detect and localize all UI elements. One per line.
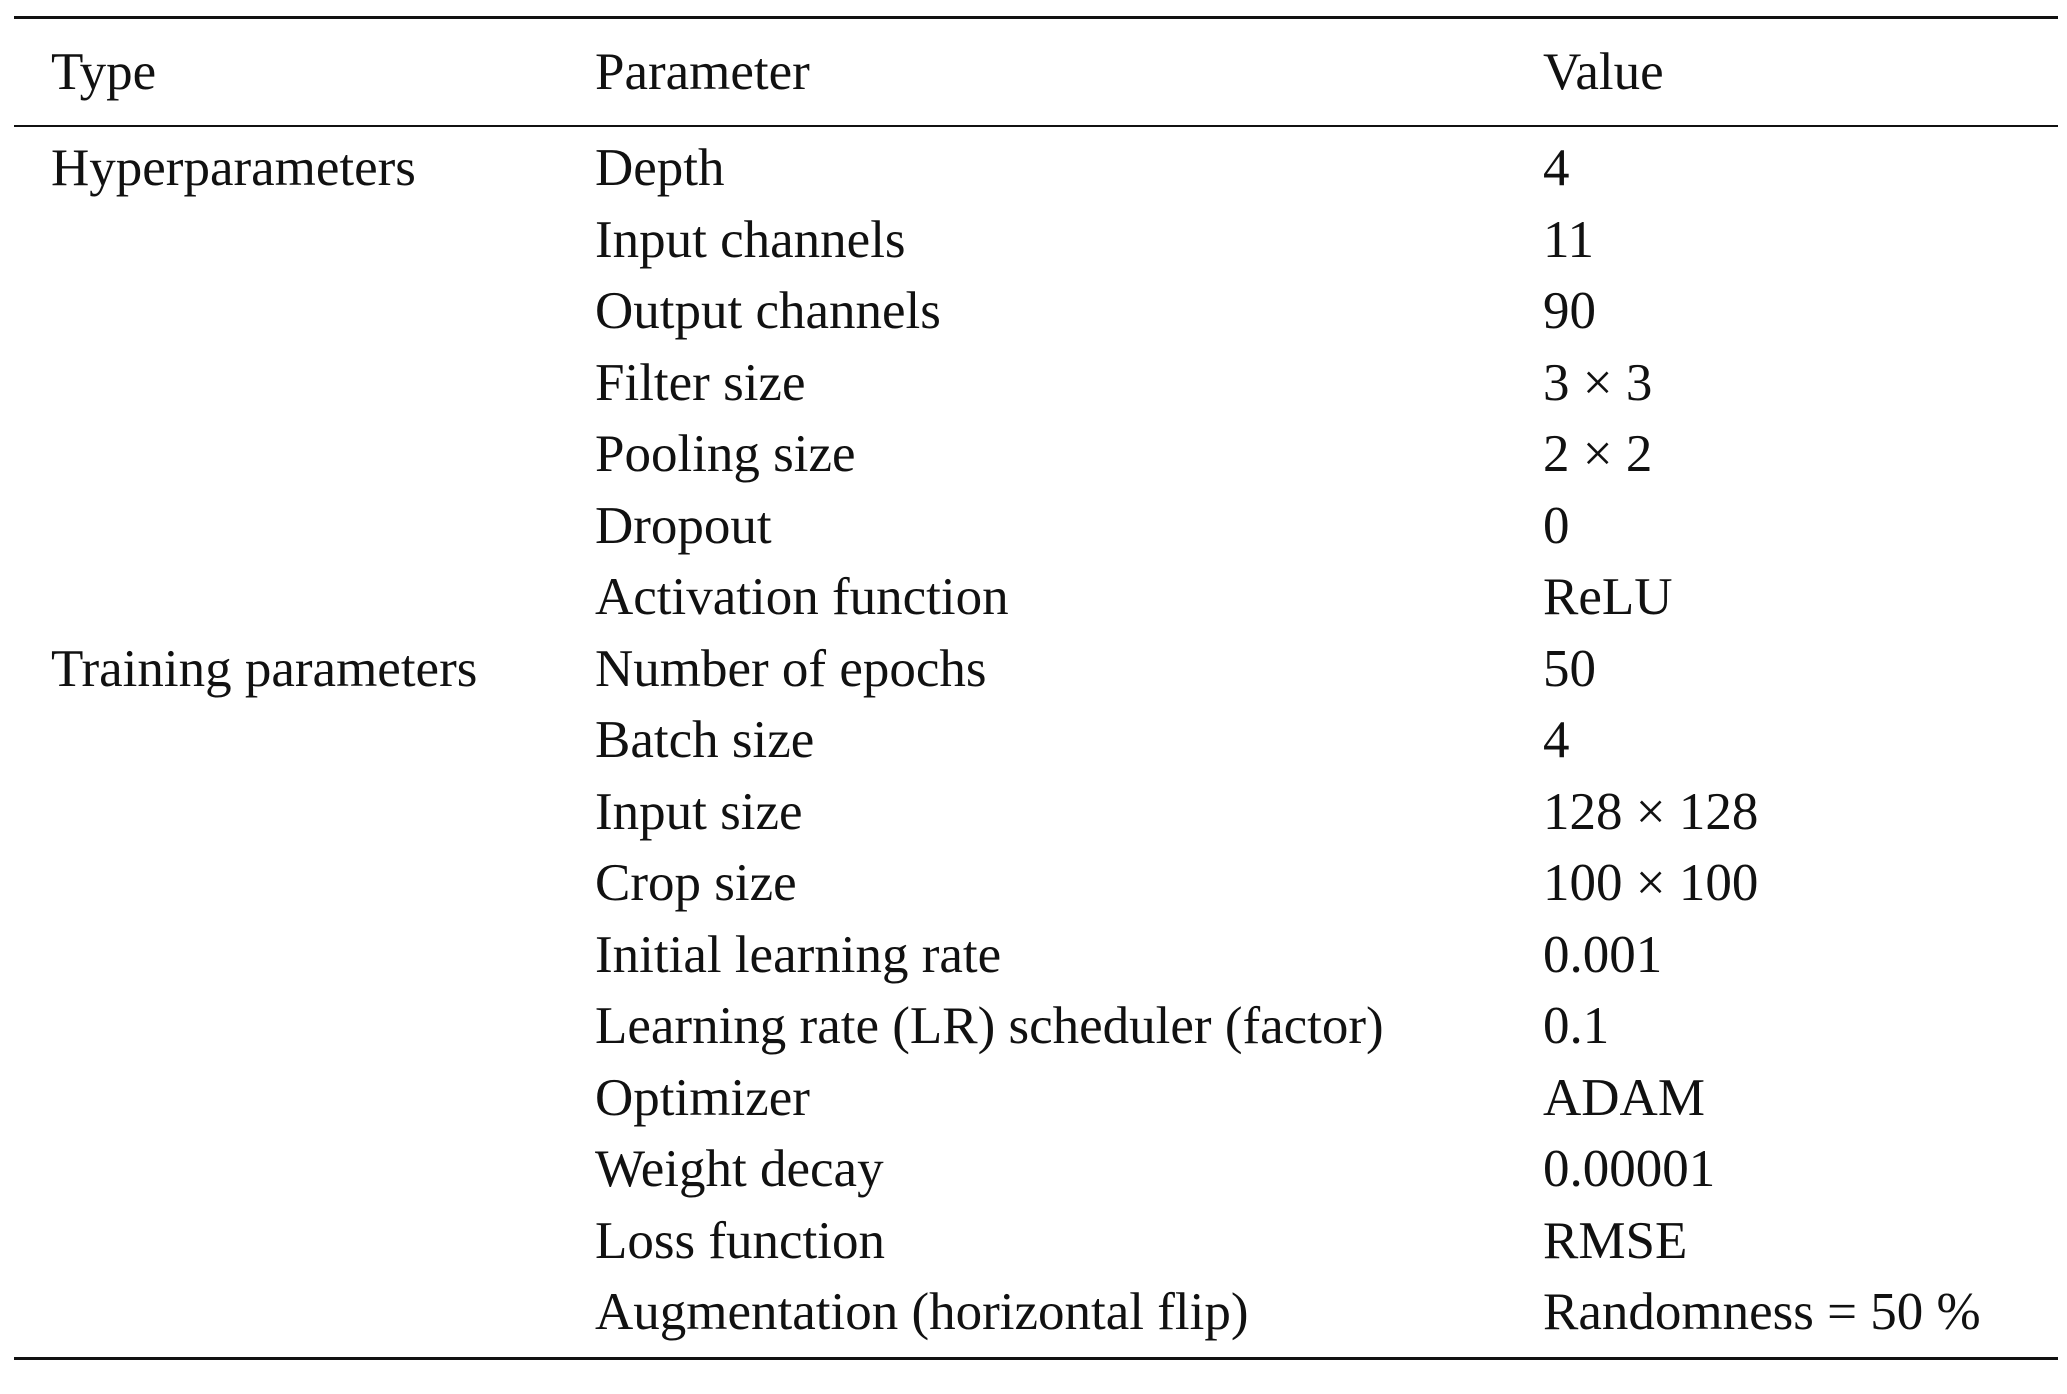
- bottom-rule: [14, 1357, 2058, 1360]
- value-cell: 3 × 3: [1543, 353, 1653, 412]
- type-cell: Training parameters: [51, 639, 478, 698]
- table-row: [14, 491, 2058, 563]
- table-row: [14, 1134, 2058, 1206]
- table-row: [14, 276, 2058, 348]
- table-row: [14, 1063, 2058, 1135]
- parameter-cell: Input size: [595, 782, 803, 841]
- table-row: [14, 705, 2058, 777]
- parameter-cell: Filter size: [595, 353, 806, 412]
- parameter-table: [14, 16, 2058, 1360]
- table-row: [14, 562, 2058, 634]
- value-cell: Randomness = 50 %: [1543, 1283, 1981, 1341]
- value-cell: ReLU: [1543, 568, 1673, 626]
- parameter-cell: Optimizer: [595, 1068, 810, 1127]
- value-cell: 90: [1543, 282, 1596, 340]
- value-cell: 0.001: [1543, 925, 1663, 984]
- parameter-cell: Loss function: [595, 1211, 885, 1270]
- parameter-cell: Initial learning rate: [595, 925, 1002, 984]
- table-row: [14, 1277, 2058, 1349]
- table-row: [14, 1206, 2058, 1278]
- parameter-cell: Activation function: [595, 568, 1009, 626]
- table-row: [14, 348, 2058, 420]
- table-row: [14, 920, 2058, 992]
- value-cell: ADAM: [1543, 1068, 1705, 1127]
- value-cell: 0: [1543, 496, 1570, 555]
- parameter-cell: Depth: [595, 139, 725, 197]
- value-cell: 0.1: [1543, 997, 1610, 1055]
- type-cell: Hyperparameters: [51, 139, 416, 197]
- parameter-cell: Crop size: [595, 854, 797, 912]
- table-row: [14, 634, 2058, 706]
- table-row: [14, 777, 2058, 849]
- value-cell: 4: [1543, 139, 1570, 197]
- table-row: [14, 205, 2058, 277]
- parameter-cell: Pooling size: [595, 425, 856, 483]
- table-row: [14, 419, 2058, 491]
- table-body: [14, 127, 2058, 1357]
- parameter-cell: Input channels: [595, 210, 906, 269]
- parameter-cell: Augmentation (horizontal flip): [595, 1283, 1249, 1341]
- value-cell: 4: [1543, 711, 1570, 769]
- header-row: [14, 19, 2058, 125]
- value-cell: 0.00001: [1543, 1140, 1716, 1198]
- value-cell: 128 × 128: [1543, 782, 1759, 841]
- parameter-cell: Batch size: [595, 711, 815, 769]
- parameter-cell: Number of epochs: [595, 639, 987, 698]
- header-type: Type: [51, 43, 157, 101]
- parameter-cell: Weight decay: [595, 1140, 884, 1198]
- value-cell: 100 × 100: [1543, 854, 1759, 912]
- value-cell: 11: [1543, 210, 1595, 269]
- value-cell: RMSE: [1543, 1211, 1688, 1270]
- header-parameter: Parameter: [595, 43, 810, 101]
- parameter-cell: Output channels: [595, 282, 941, 340]
- value-cell: 2 × 2: [1543, 425, 1653, 483]
- value-cell: 50: [1543, 639, 1596, 698]
- table-row: [14, 991, 2058, 1063]
- parameter-cell: Dropout: [595, 496, 772, 555]
- parameter-cell: Learning rate (LR) scheduler (factor): [595, 997, 1384, 1055]
- table-row: [14, 133, 2058, 205]
- table-row: [14, 848, 2058, 920]
- header-value: Value: [1543, 43, 1664, 101]
